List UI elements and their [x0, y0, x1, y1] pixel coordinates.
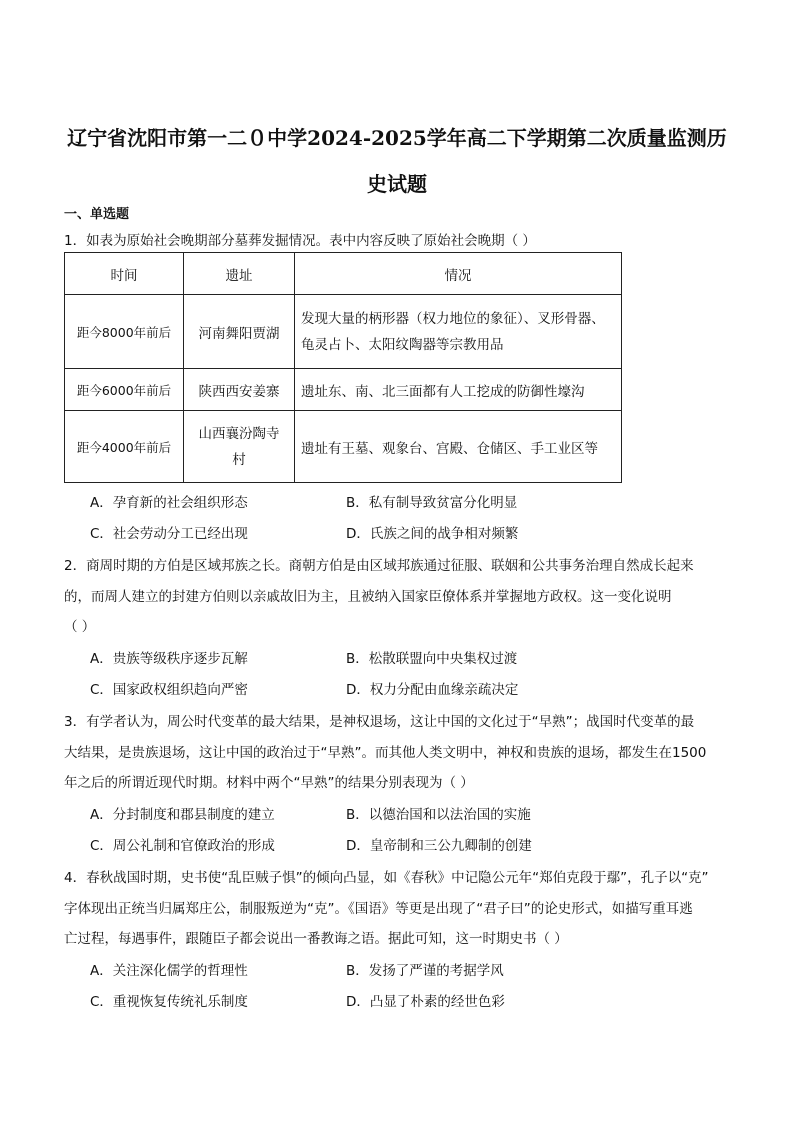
question-3-stem-line: 3．有学者认为，周公时代变革的最大结果，是神权退场，这让中国的文化过于“早熟”；战国时代变革的最 [64, 714, 695, 730]
header-situation: 情况 [295, 253, 622, 295]
question-1-table [64, 252, 622, 483]
exam-title-line-2: 史试题 [367, 172, 427, 196]
question-4-stem-line: 字体现出正统当归属郑庄公，制服叛逆为“克”。《国语》等更是出现了“君子曰”的论史形式，如描写重耳逃 [64, 901, 693, 917]
q2-option-a[interactable]: A．贵族等级秩序逐步瓦解 [90, 651, 248, 667]
row-situation [295, 295, 622, 369]
q3-option-c[interactable]: C．周公礼制和官僚政治的形成 [90, 838, 275, 854]
q3-option-b[interactable]: B．以德治国和以法治国的实施 [346, 807, 531, 823]
header-time: 时间 [65, 253, 184, 295]
q2-option-c[interactable]: C．国家政权组织趋向严密 [90, 682, 248, 698]
q1-option-b[interactable]: B．私有制导致贫富分化明显 [346, 495, 518, 511]
header-site: 遗址 [184, 253, 295, 295]
q4-option-d[interactable]: D．凸显了朴素的经世色彩 [346, 994, 505, 1010]
q1-option-c[interactable]: C．社会劳动分工已经出现 [90, 526, 248, 542]
question-4-stem-line: 4．春秋战国时期，史书使“乱臣贼子惧”的倾向凸显，如《春秋》中记隐公元年“郑伯克段于鄢”，孔子以“克” [64, 870, 709, 886]
q1-option-d[interactable]: D．氏族之间的战争相对频繁 [346, 526, 519, 542]
q2-option-b[interactable]: B．松散联盟向中央集权过渡 [346, 651, 518, 667]
row-site: 河南舞阳贾湖 [184, 295, 295, 369]
question-3-stem-line: 年之后的所谓近现代时期。材料中两个“早熟”的结果分别表现为（ ） [64, 775, 474, 791]
row-site [184, 411, 295, 483]
row-time: 距今8000年前后 [65, 295, 184, 369]
question-2-stem-line: 2．商周时期的方伯是区域邦族之长。商朝方伯是由区域邦族通过征服、联姻和公共事务治理自然成长起来 [64, 558, 694, 574]
row-situation: 遗址东、南、北三面都有人工挖成的防御性壕沟 [295, 369, 622, 411]
table-row [65, 411, 622, 483]
row-time: 距今6000年前后 [65, 369, 184, 411]
table-header-row [65, 253, 622, 295]
question-4-stem-line: 亡过程，每遇事件，跟随臣子都会说出一番教诲之语。据此可知，这一时期史书（ ） [64, 931, 568, 947]
row-time: 距今4000年前后 [65, 411, 184, 483]
table-row [65, 295, 622, 369]
q1-option-a[interactable]: A．孕育新的社会组织形态 [90, 495, 248, 511]
row-site: 陕西西安姜寨 [184, 369, 295, 411]
question-3-stem-line: 大结果，是贵族退场，这让中国的政治过于“早熟”。而其他人类文明中，神权和贵族的退场，都发生在1500 [64, 745, 707, 761]
q3-option-d[interactable]: D．皇帝制和三公九卿制的创建 [346, 838, 532, 854]
section-heading: 一、单选题 [64, 207, 130, 222]
q4-option-a[interactable]: A．关注深化儒学的哲理性 [90, 963, 248, 979]
q4-option-c[interactable]: C．重视恢复传统礼乐制度 [90, 994, 248, 1010]
q4-option-b[interactable]: B．发扬了严谨的考据学风 [346, 963, 504, 979]
row-situation-line: 发现大量的柄形器（权力地位的象征）、叉形骨器、 [301, 310, 605, 327]
exam-title-line-1: 辽宁省沈阳市第一二０中学2024-2025学年高二下学期第二次质量监测历 [67, 126, 727, 150]
q3-option-a[interactable]: A．分封制度和郡县制度的建立 [90, 807, 275, 823]
table-row [65, 369, 622, 411]
row-situation-line: 龟灵占卜、太阳纹陶器等宗教用品 [301, 336, 504, 353]
question-2-stem-line: （ ） [64, 619, 96, 635]
row-situation: 遗址有王墓、观象台、宫殿、仓储区、手工业区等 [295, 411, 622, 483]
q2-option-d[interactable]: D．权力分配由血缘亲疏决定 [346, 682, 519, 698]
row-site-line: 山西襄汾陶寺 [198, 425, 280, 442]
question-2-stem-line: 的，而周人建立的封建方伯则以亲戚故旧为主，且被纳入国家臣僚体系并掌握地方政权。这一变化说明 [64, 589, 672, 605]
row-site-line: 村 [232, 451, 246, 468]
question-1-stem: 1．如表为原始社会晚期部分墓葬发掘情况。表中内容反映了原始社会晚期（ ） [64, 233, 536, 249]
